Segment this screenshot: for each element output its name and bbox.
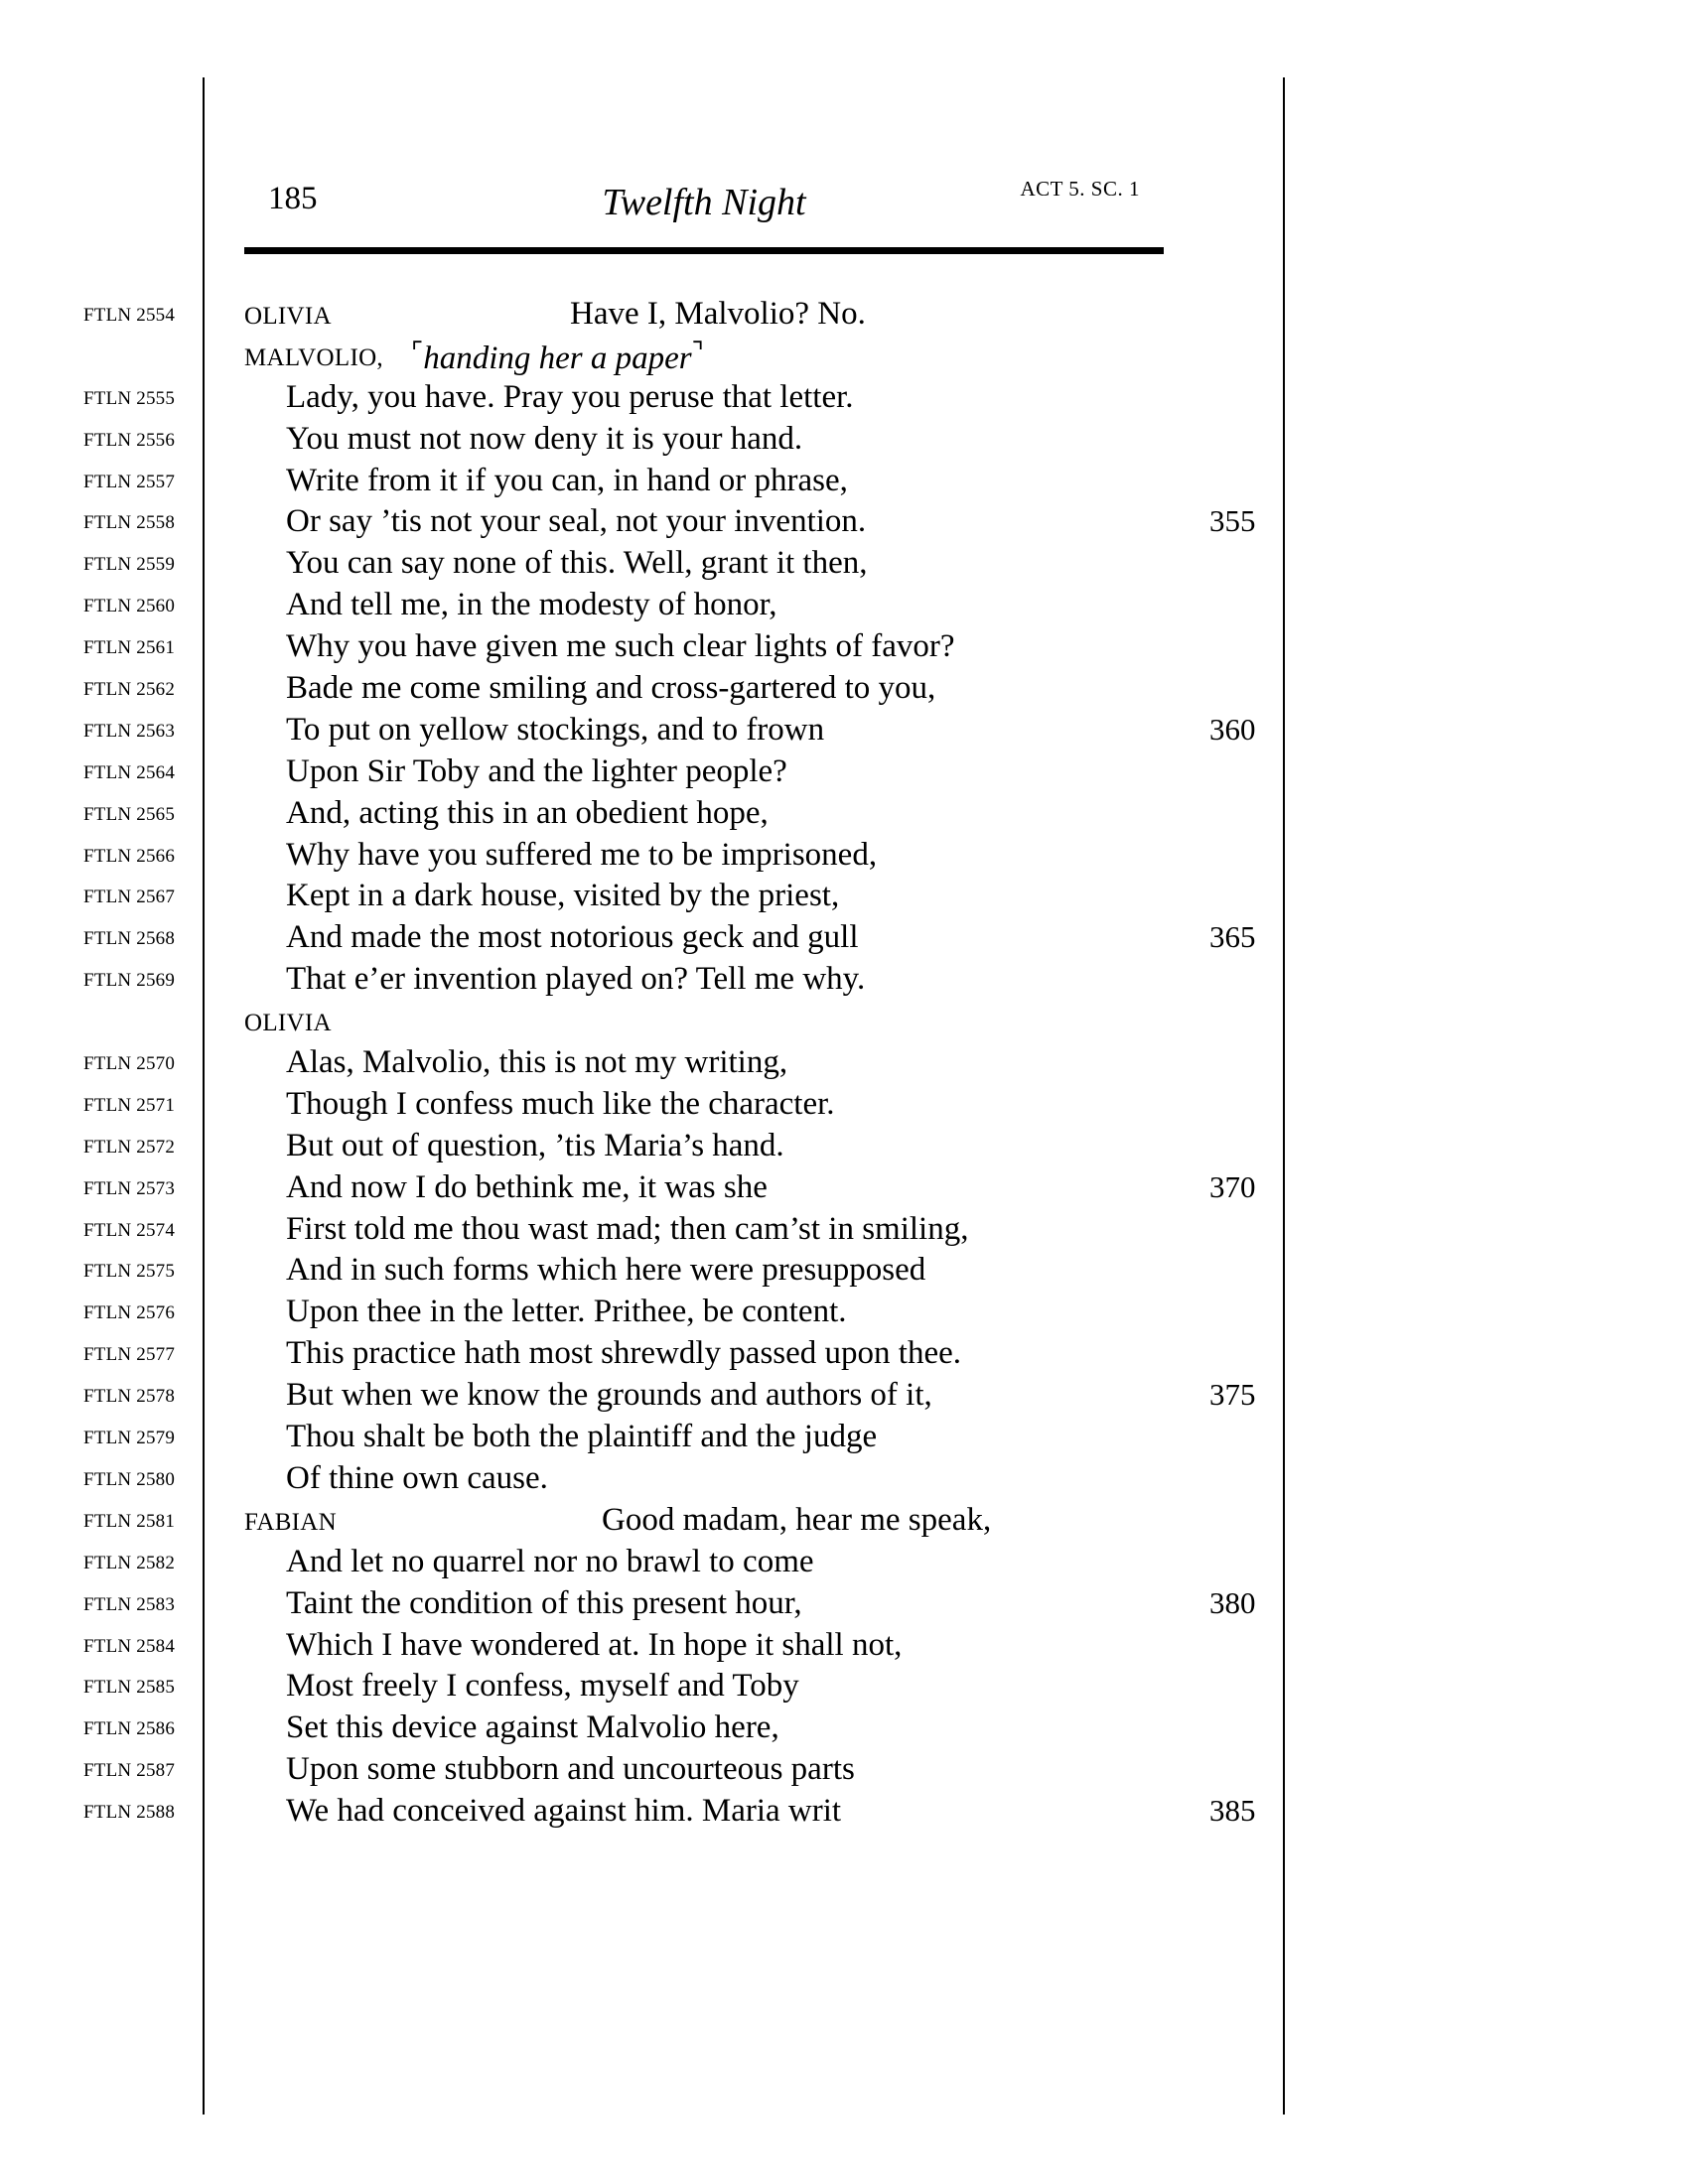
ftln-number: FTLN 2577 bbox=[83, 1344, 176, 1366]
close-bracket-icon: ⌝ bbox=[691, 337, 704, 366]
verse-line: You must not now deny it is your hand. bbox=[286, 420, 803, 457]
text-line bbox=[0, 1624, 1688, 1666]
ftln-number: FTLN 2587 bbox=[83, 1760, 176, 1782]
stage-direction-text: handing her a paper bbox=[423, 340, 692, 376]
ftln-number: FTLN 2557 bbox=[83, 471, 176, 492]
ftln-number: FTLN 2581 bbox=[83, 1510, 176, 1532]
text-line bbox=[0, 1706, 1688, 1748]
verse-line: First told me thou wast mad; then cam’st in smiling, bbox=[286, 1210, 969, 1247]
ftln-number: FTLN 2569 bbox=[83, 970, 176, 992]
line-number: 375 bbox=[1209, 1377, 1256, 1413]
text-line bbox=[0, 1457, 1688, 1499]
text-line bbox=[0, 792, 1688, 834]
text-line bbox=[0, 834, 1688, 876]
text-line bbox=[0, 1166, 1688, 1208]
verse-line: Kept in a dark house, visited by the priest, bbox=[286, 878, 840, 914]
verse-line: And, acting this in an obedient hope, bbox=[286, 794, 769, 831]
text-line bbox=[0, 625, 1688, 667]
verse-line: And now I do bethink me, it was she bbox=[286, 1168, 768, 1205]
text-line bbox=[0, 460, 1688, 501]
verse-line: Good madam, hear me speak, bbox=[602, 1501, 992, 1538]
line-number: 360 bbox=[1209, 711, 1256, 747]
ftln-number: FTLN 2582 bbox=[83, 1552, 176, 1573]
text-line bbox=[0, 1499, 1688, 1541]
line-number: 370 bbox=[1209, 1168, 1256, 1204]
verse-line: Or say ’tis not your seal, not your invention. bbox=[286, 503, 867, 540]
ftln-number: FTLN 2561 bbox=[83, 637, 176, 659]
ftln-number: FTLN 2573 bbox=[83, 1177, 176, 1199]
verse-line: Why you have given me such clear lights of favor? bbox=[286, 628, 955, 665]
text-line bbox=[0, 1374, 1688, 1416]
ftln-number: FTLN 2585 bbox=[83, 1677, 176, 1699]
ftln-number: FTLN 2563 bbox=[83, 720, 176, 742]
ftln-number: FTLN 2586 bbox=[83, 1718, 176, 1740]
verse-line: And let no quarrel nor no brawl to come bbox=[286, 1543, 814, 1579]
verse-line: This practice hath most shrewdly passed upon thee. bbox=[286, 1335, 961, 1372]
text-line bbox=[0, 916, 1688, 958]
ftln-number: FTLN 2565 bbox=[83, 803, 176, 825]
text-line bbox=[0, 542, 1688, 584]
text-line bbox=[0, 584, 1688, 625]
ftln-number: FTLN 2566 bbox=[83, 845, 176, 867]
ftln-number: FTLN 2583 bbox=[83, 1593, 176, 1615]
line-number: 380 bbox=[1209, 1584, 1256, 1620]
ftln-number: FTLN 2571 bbox=[83, 1094, 176, 1116]
open-bracket-icon: ⌜ bbox=[411, 337, 424, 366]
speaker-name: OLIVIA bbox=[244, 1010, 332, 1037]
ftln-number: FTLN 2580 bbox=[83, 1468, 176, 1490]
page-number: 185 bbox=[268, 181, 318, 216]
text-line bbox=[0, 875, 1688, 916]
act-scene-label: ACT 5. SC. 1 bbox=[1020, 177, 1140, 201]
text-line bbox=[0, 1582, 1688, 1624]
text-line bbox=[0, 500, 1688, 542]
text-line bbox=[0, 1291, 1688, 1332]
text-line bbox=[0, 1665, 1688, 1706]
verse-line: Thou shalt be both the plaintiff and the judge bbox=[286, 1419, 878, 1455]
ftln-number: FTLN 2578 bbox=[83, 1386, 176, 1408]
text-line bbox=[0, 1332, 1688, 1374]
text-line bbox=[0, 376, 1688, 418]
line-number: 365 bbox=[1209, 919, 1256, 955]
verse-line: Set this device against Malvolio here, bbox=[286, 1709, 779, 1746]
speaker-name: OLIVIA bbox=[244, 303, 332, 330]
ftln-number: FTLN 2572 bbox=[83, 1136, 176, 1158]
verse-line: That e’er invention played on? Tell me why. bbox=[286, 961, 866, 998]
verse-line: Which I have wondered at. In hope it shall not, bbox=[286, 1626, 903, 1663]
verse-line: Why have you suffered me to be imprisoned, bbox=[286, 836, 878, 873]
text-line bbox=[0, 418, 1688, 460]
text-line bbox=[0, 1249, 1688, 1291]
play-title: Twelfth Night bbox=[602, 182, 806, 223]
text-line bbox=[0, 667, 1688, 709]
text-line bbox=[0, 1790, 1688, 1832]
line-number: 355 bbox=[1209, 503, 1256, 539]
verse-line: And in such forms which here were presupposed bbox=[286, 1252, 926, 1289]
text-line bbox=[0, 1125, 1688, 1166]
verse-line: Upon some stubborn and uncourteous parts bbox=[286, 1751, 855, 1788]
header-rule bbox=[244, 247, 1164, 254]
verse-line: Upon Sir Toby and the lighter people? bbox=[286, 752, 787, 789]
ftln-number: FTLN 2560 bbox=[83, 596, 176, 617]
text-line bbox=[0, 335, 1688, 376]
ftln-number: FTLN 2555 bbox=[83, 387, 176, 409]
text-line bbox=[0, 1000, 1688, 1041]
text-line bbox=[0, 1208, 1688, 1250]
text-line bbox=[0, 1041, 1688, 1083]
ftln-number: FTLN 2588 bbox=[83, 1802, 176, 1824]
verse-line: Bade me come smiling and cross-gartered to you, bbox=[286, 670, 936, 707]
text-line bbox=[0, 751, 1688, 792]
verse-line: We had conceived against him. Maria writ bbox=[286, 1793, 842, 1830]
verse-line: But out of question, ’tis Maria’s hand. bbox=[286, 1127, 784, 1163]
verse-line: And tell me, in the modesty of honor, bbox=[286, 587, 777, 623]
ftln-number: FTLN 2579 bbox=[83, 1428, 176, 1449]
verse-line: Write from it if you can, in hand or phrase, bbox=[286, 462, 848, 498]
verse-line: To put on yellow stockings, and to frown bbox=[286, 711, 825, 748]
ftln-number: FTLN 2570 bbox=[83, 1053, 176, 1075]
text-line bbox=[0, 293, 1688, 335]
ftln-number: FTLN 2574 bbox=[83, 1219, 176, 1241]
verse-line: Alas, Malvolio, this is not my writing, bbox=[286, 1044, 788, 1081]
text-line bbox=[0, 1083, 1688, 1125]
verse-line: Lady, you have. Pray you peruse that letter. bbox=[286, 378, 854, 415]
verse-line: Of thine own cause. bbox=[286, 1459, 548, 1496]
verse-line: You can say none of this. Well, grant it then, bbox=[286, 545, 868, 582]
ftln-number: FTLN 2562 bbox=[83, 679, 176, 701]
speaker-name: FABIAN bbox=[244, 1508, 338, 1536]
verse-line: Most freely I confess, myself and Toby bbox=[286, 1668, 799, 1705]
verse-line: And made the most notorious geck and gull bbox=[286, 919, 859, 956]
text-line bbox=[0, 709, 1688, 751]
ftln-number: FTLN 2558 bbox=[83, 512, 176, 534]
text-line bbox=[0, 1748, 1688, 1790]
ftln-number: FTLN 2575 bbox=[83, 1261, 176, 1283]
ftln-number: FTLN 2576 bbox=[83, 1302, 176, 1324]
ftln-number: FTLN 2567 bbox=[83, 887, 176, 908]
ftln-number: FTLN 2559 bbox=[83, 554, 176, 576]
ftln-number: FTLN 2584 bbox=[83, 1635, 176, 1657]
page-header bbox=[244, 175, 1164, 254]
text-line bbox=[0, 1541, 1688, 1582]
play-text bbox=[0, 293, 1688, 1832]
text-line bbox=[0, 1416, 1688, 1457]
verse-line: Taint the condition of this present hour, bbox=[286, 1584, 802, 1621]
ftln-number: FTLN 2564 bbox=[83, 761, 176, 783]
speaker-name: MALVOLIO, bbox=[244, 343, 383, 371]
verse-line: Upon thee in the letter. Prithee, be content. bbox=[286, 1294, 847, 1330]
verse-line: But when we know the grounds and authors of it, bbox=[286, 1377, 932, 1414]
ftln-number: FTLN 2556 bbox=[83, 429, 176, 451]
ftln-number: FTLN 2568 bbox=[83, 928, 176, 950]
line-number: 385 bbox=[1209, 1793, 1256, 1829]
stage-direction bbox=[411, 338, 704, 377]
verse-line: Have I, Malvolio? No. bbox=[570, 296, 866, 332]
text-line bbox=[0, 958, 1688, 1000]
ftln-number: FTLN 2554 bbox=[83, 305, 176, 326]
verse-line: Though I confess much like the character. bbox=[286, 1085, 835, 1122]
